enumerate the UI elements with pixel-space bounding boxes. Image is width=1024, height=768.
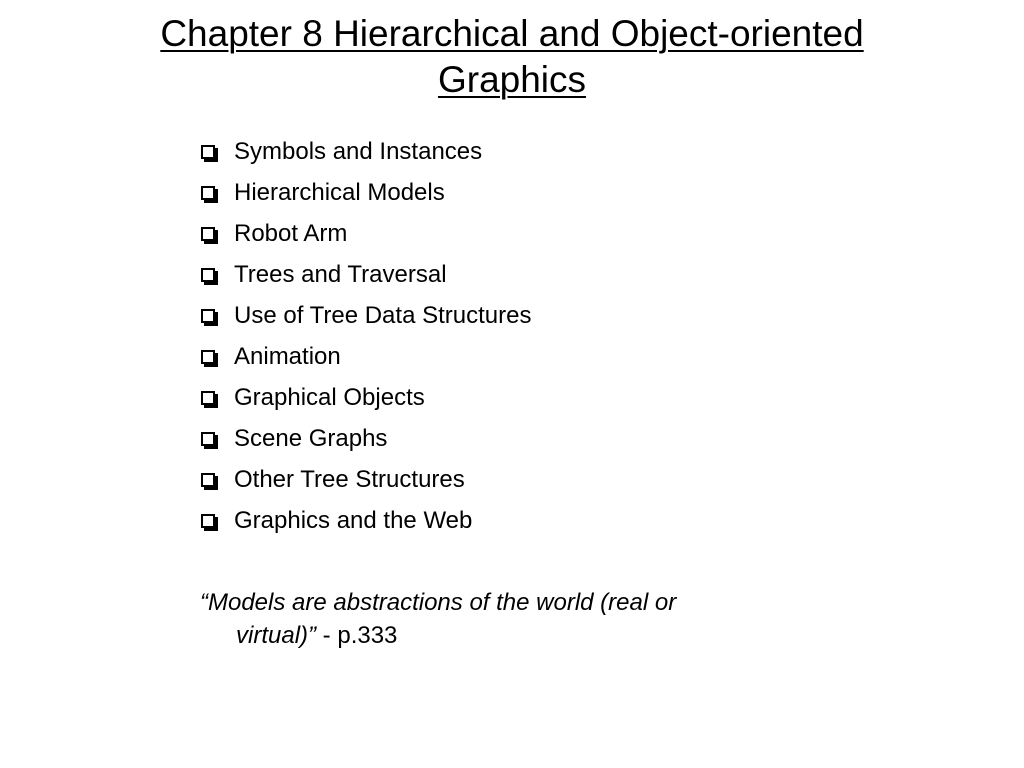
bullet-text: Scene Graphs <box>234 425 388 452</box>
quote <box>200 586 800 652</box>
list-item <box>200 295 531 336</box>
list-item <box>200 213 531 254</box>
bullet-text: Robot Arm <box>234 220 348 247</box>
quote-text: “Models are abstractions of the world (real or <box>200 589 677 616</box>
checkbox-icon <box>201 391 215 405</box>
bullet-list <box>200 131 531 541</box>
checkbox-icon <box>201 268 215 282</box>
list-item <box>200 500 531 541</box>
quote-line-2 <box>200 619 800 652</box>
list-item <box>200 336 531 377</box>
quote-text-end: virtual)” <box>236 622 317 649</box>
checkbox-icon <box>201 473 215 487</box>
checkbox-icon <box>201 145 215 159</box>
bullet-text: Other Tree Structures <box>234 466 465 493</box>
quote-citation: - p.333 <box>316 622 398 649</box>
bullet-text: Animation <box>234 343 341 370</box>
bullet-text: Use of Tree Data Structures <box>234 302 532 329</box>
bullet-text: Graphical Objects <box>234 384 425 411</box>
list-item <box>200 377 531 418</box>
list-item <box>200 172 531 213</box>
slide-title <box>0 11 1024 103</box>
list-item <box>200 418 531 459</box>
list-item <box>200 131 531 172</box>
checkbox-icon <box>201 432 215 446</box>
bullet-text: Symbols and Instances <box>234 138 483 165</box>
title-line-1: Chapter 8 Hierarchical and Object-oriented <box>160 13 864 54</box>
list-item <box>200 254 531 295</box>
checkbox-icon <box>201 227 215 241</box>
bullet-text: Graphics and the Web <box>234 507 473 534</box>
checkbox-icon <box>201 186 215 200</box>
bullet-text: Trees and Traversal <box>234 261 447 288</box>
list-item <box>200 459 531 500</box>
title-line-2: Graphics <box>437 59 587 100</box>
quote-line-1 <box>200 586 800 619</box>
checkbox-icon <box>201 350 215 364</box>
checkbox-icon <box>201 309 215 323</box>
bullet-text: Hierarchical Models <box>234 179 445 206</box>
checkbox-icon <box>201 514 215 528</box>
